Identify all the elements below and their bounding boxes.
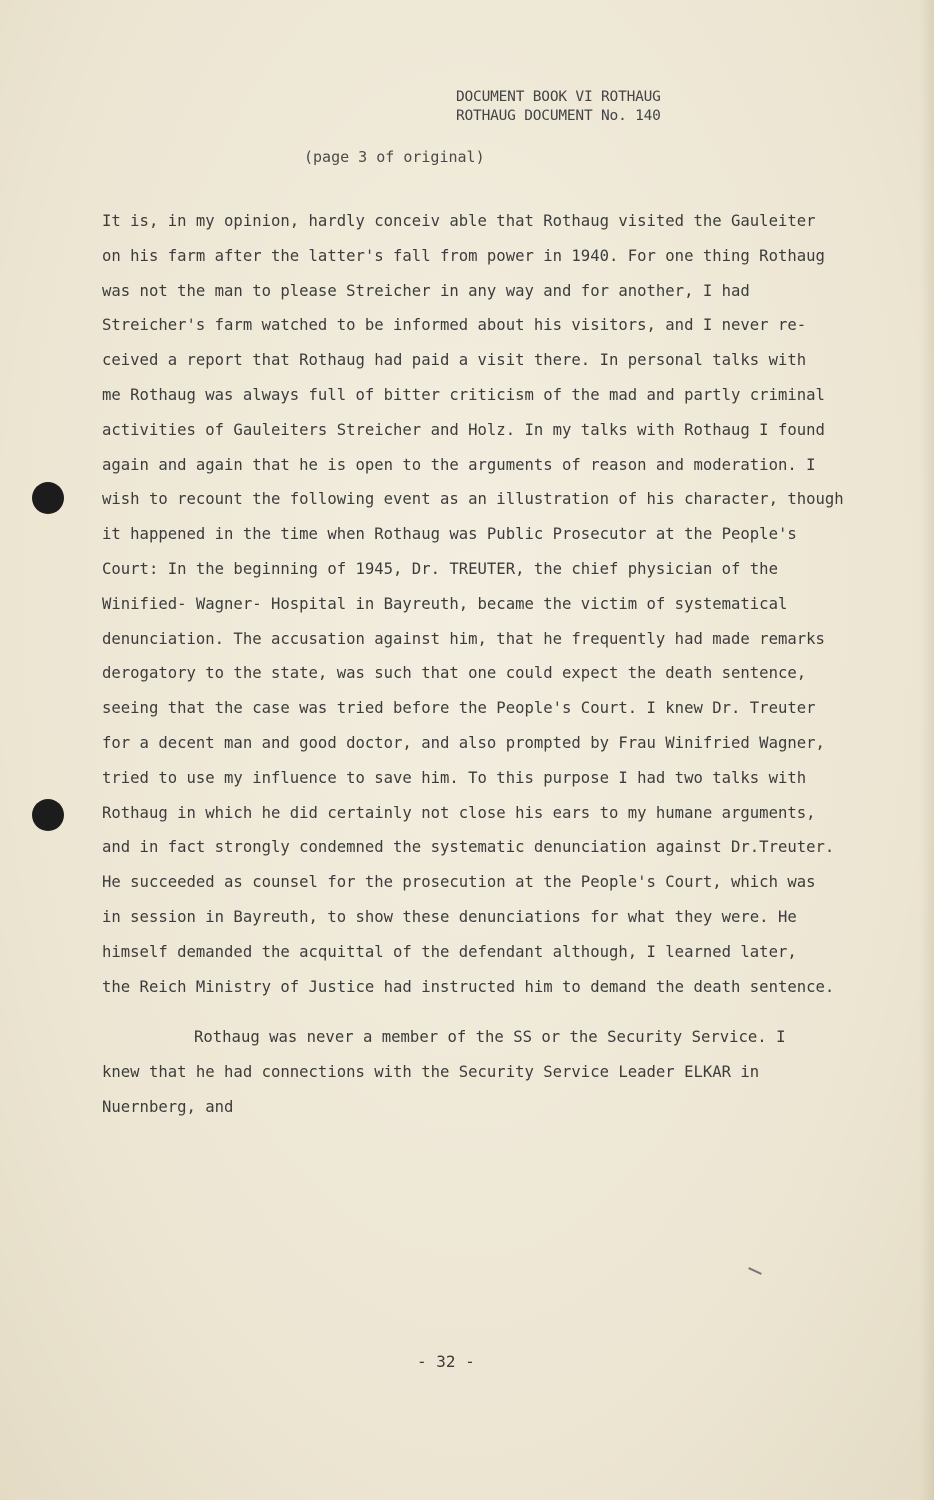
text-line: the Reich Ministry of Justice had instructed him to demand the death sentence. xyxy=(102,977,835,996)
text-line: It is, in my opinion, hardly conceiv able that Rothaug visited the Gauleiter xyxy=(102,212,816,230)
header-document-book: DOCUMENT BOOK VI ROTHAUG xyxy=(456,89,661,105)
text-line: for a decent man and good doctor, and also prompted by Frau Winifried Wagner, xyxy=(102,733,825,752)
text-line: it happened in the time when Rothaug was Public Prosecutor at the People's xyxy=(102,525,797,544)
text-line: wish to recount the following event as an illustration of his character, though xyxy=(102,490,844,509)
paragraph xyxy=(102,204,872,1004)
text-line: Streicher's farm watched to be informed about his visitors, and I never re- xyxy=(102,316,807,335)
text-line: Rothaug was never a member of the SS or the Security Service. I xyxy=(194,1028,786,1047)
paragraph xyxy=(102,1020,872,1124)
text-line: denunciation. The accusation against him, that he frequently had made remarks xyxy=(102,629,825,648)
original-page-reference: (page 3 of original) xyxy=(304,148,485,166)
text-line: again and again that he is open to the arguments of reason and moderation. I xyxy=(102,455,816,474)
text-line: Rothaug in which he did certainly not close his ears to my humane arguments, xyxy=(102,803,816,822)
text-line: Court: In the beginning of 1945, Dr. TREUTER, the chief physician of the xyxy=(102,559,778,578)
text-line: was not the man to please Streicher in any way and for another, I had xyxy=(102,281,750,300)
text-line: activities of Gauleiters Streicher and Holz. In my talks with Rothaug I found xyxy=(102,420,825,439)
text-line: He succeeded as counsel for the prosecution at the People's Court, which was xyxy=(102,873,816,892)
text-line: ceived a report that Rothaug had paid a visit there. In personal talks with xyxy=(102,351,807,370)
text-line: himself demanded the acquittal of the defendant although, I learned later, xyxy=(102,942,797,961)
text-line: seeing that the case was tried before the People's Court. I knew Dr. Treuter xyxy=(102,699,816,718)
page-number: - 32 - xyxy=(417,1352,475,1371)
text-line: derogatory to the state, was such that one could expect the death sentence, xyxy=(102,664,807,683)
punch-hole xyxy=(32,799,64,831)
page-edge-shadow xyxy=(920,0,934,1500)
text-line: and in fact strongly condemned the systematic denunciation against Dr.Treuter. xyxy=(102,838,835,857)
paragraph-gap xyxy=(102,1004,872,1020)
punch-hole xyxy=(32,482,64,514)
text-line: Winified- Wagner- Hospital in Bayreuth, became the victim of systematical xyxy=(102,594,788,613)
text-line: on his farm after the latter's fall from power in 1940. For one thing Rothaug xyxy=(102,246,825,265)
document-header xyxy=(456,88,661,126)
stray-pen-mark xyxy=(748,1267,762,1275)
text-line: Nuernberg, and xyxy=(102,1097,234,1116)
header-document-number: ROTHAUG DOCUMENT No. 140 xyxy=(456,108,661,124)
text-line: knew that he had connections with the Security Service Leader ELKAR in xyxy=(102,1063,760,1082)
text-line: tried to use my influence to save him. To this purpose I had two talks with xyxy=(102,768,807,787)
document-body xyxy=(102,204,872,1125)
text-line: me Rothaug was always full of bitter criticism of the mad and partly criminal xyxy=(102,385,825,404)
text-line: in session in Bayreuth, to show these denunciations for what they were. He xyxy=(102,907,797,926)
